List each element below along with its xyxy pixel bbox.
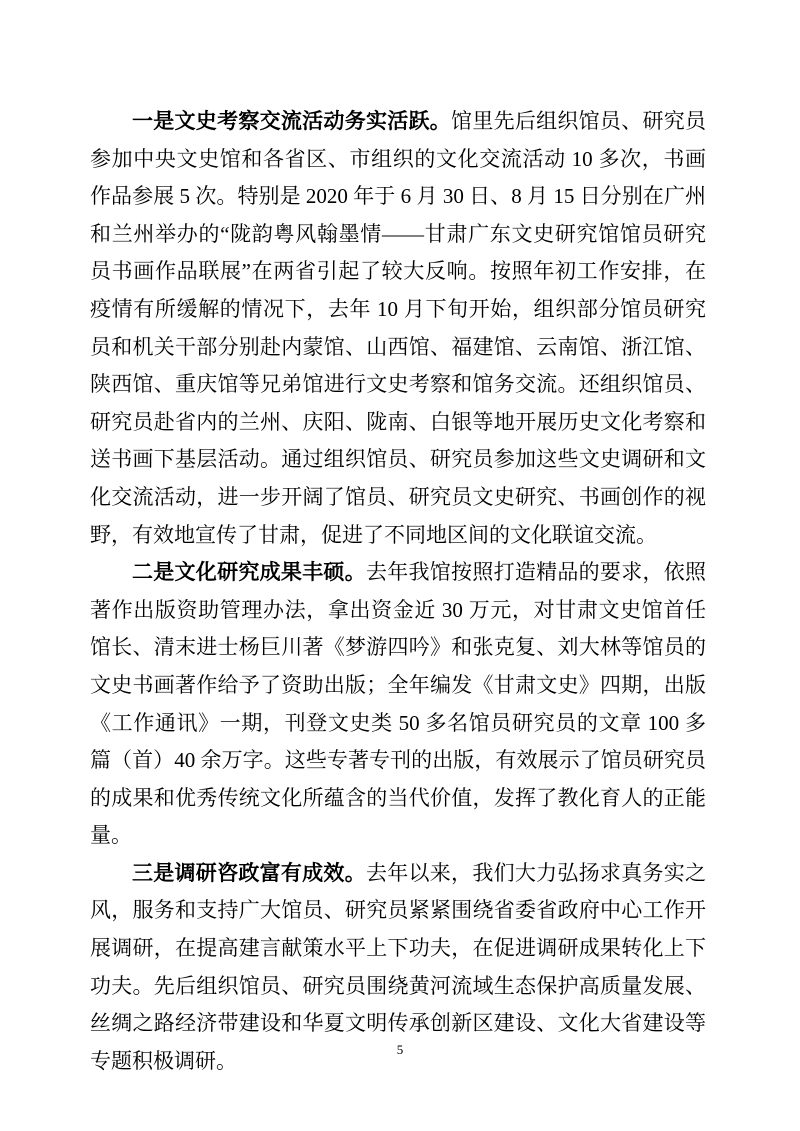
paragraph: [90, 103, 706, 554]
paragraph-lead: 二是文化研究成果丰硕。: [132, 560, 366, 585]
page-number: 5: [396, 1042, 404, 1057]
paragraph-lead: 三是调研咨政富有成效。: [132, 860, 366, 885]
paragraph: [90, 554, 706, 855]
paragraph-text: 去年以来，我们大力弘扬求真务实之风，服务和支持广大馆员、研究员紧紧围绕省委省政府中心工作开展调研，在提高建言献策水平上下功夫，在促进调研成果转化上下功夫。先后组织馆员、研究员围绕黄河流域生态保护高质量发展、丝绸之路经济带建设和华夏文明传承创新区建设、文化大省建设等专题积极调研。: [90, 860, 707, 1073]
paragraph-text: 去年我馆按照打造精品的要求，依照著作出版资助管理办法，拿出资金近 30 万元，对甘肃文史馆首任馆长、清末进士杨巨川著《梦游四吟》和张克复、刘大林等馆员的文史书画著作给予了资助出版；全年编发《甘肃文史》四期，出版《工作通讯》一期，刊登文史类 50 多名馆员研究员的文章 100 多篇（首）40 余万字。这些专著专刊的出版，有效展示了馆员研究员的成果和优秀传统文化所蕴含的当代价值，发挥了教化育人的正能量。: [90, 560, 707, 848]
paragraph-text: 馆里先后组织馆员、研究员参加中央文史馆和各省区、市组织的文化交流活动 10 多次，书画作品参展 5 次。特别是 2020 年于 6 月 30 日、8 月 15 日分别在广州和兰州举办的“陇韵粤风翰墨情——甘肃广东文史研究馆馆员研究员书画作品联展”在两省引起了较大反响。按照年初工作安排，在疫情有所缓解的情况下，去年 10 月下旬开始，组织部分馆员研究员和机关干部分别赴内蒙馆、山西馆、福建馆、云南馆、浙江馆、陕西馆、重庆馆等兄弟馆进行文史考察和馆务交流。还组织馆员、研究员赴省内的兰州、庆阳、陇南、白银等地开展历史文化考察和送书画下基层活动。通过组织馆员、研究员参加这些文史调研和文化交流活动，进一步开阔了馆员、研究员文史研究、书画创作的视野，有效地宣传了甘肃，促进了不同地区间的文化联谊交流。: [90, 109, 707, 547]
paragraph-lead: 一是文史考察交流活动务实活跃。: [132, 109, 452, 133]
document-body: [90, 103, 706, 1080]
